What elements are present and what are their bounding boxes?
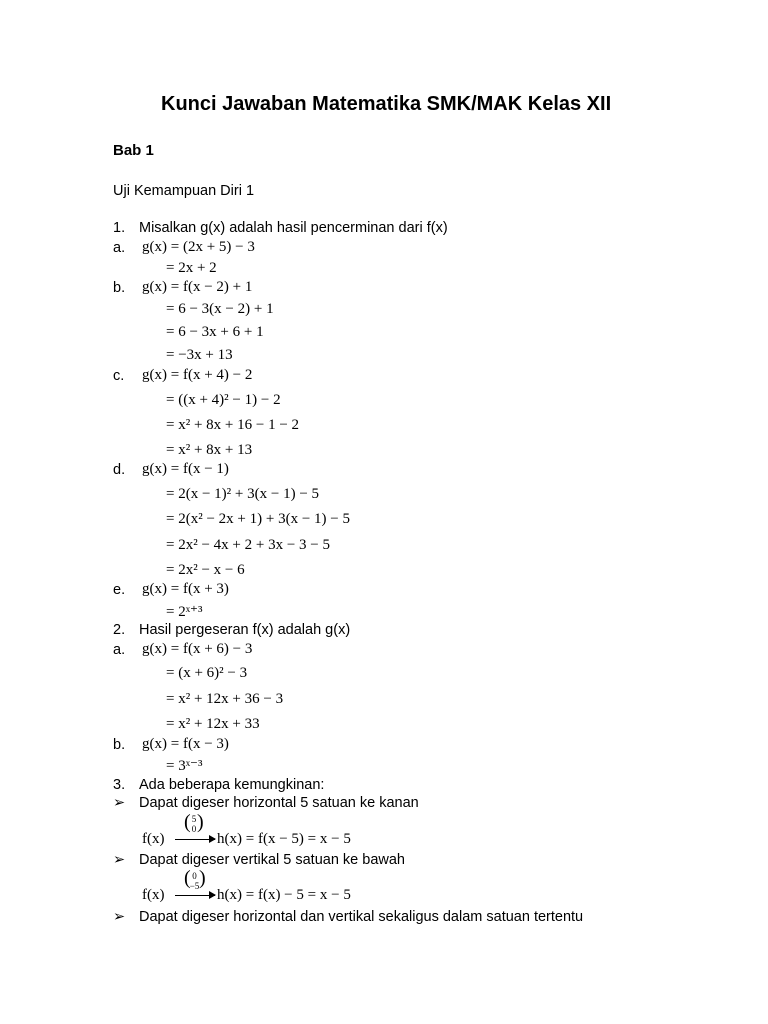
mapping2-right: h(x) = f(x) − 5 = x − 5 [217,887,351,903]
mapping1-paren-left: ( [184,811,191,833]
mapping2-vector-bottom: −5 [189,881,200,891]
q1a-label: a. [113,240,126,256]
bullet-arrow-icon: ➢ [113,795,126,811]
q3-bullet-1: Dapat digeser horizontal 5 satuan ke kanan [139,795,419,811]
mapping2-paren-left: ( [184,867,191,889]
q1d-line-2: = 2(x − 1)² + 3(x − 1) − 5 [166,486,320,502]
mapping1-paren-right: ) [197,811,204,833]
bullet-arrow-icon: ➢ [113,852,126,868]
q1b-line-4: = −3x + 13 [166,347,233,363]
mapping1-left: f(x) [142,831,165,847]
q1c-line-3: = x² + 8x + 16 − 1 − 2 [166,417,300,433]
mapping2-left: f(x) [142,887,165,903]
q1d-line-1: g(x) = f(x − 1) [142,461,229,477]
mapping2-arrow-icon [175,895,215,896]
q2a-line-3: = x² + 12x + 36 − 3 [166,691,284,707]
q2a-line-2: = (x + 6)² − 3 [166,665,248,681]
q1e-line-1: g(x) = f(x + 3) [142,581,229,597]
q3-text: Ada beberapa kemungkinan: [139,777,325,793]
q2-number: 2. [113,622,126,638]
page-title: Kunci Jawaban Matematika SMK/MAK Kelas XII [161,93,612,115]
q1b-line-2: = 6 − 3(x − 2) + 1 [166,301,274,317]
chapter-heading: Bab 1 [113,142,154,159]
q2b-label: b. [113,737,126,753]
q1-text: Misalkan g(x) adalah hasil pencerminan dari f(x) [139,220,448,236]
mapping1-vector-top: 5 [191,814,197,824]
q2a-line-1: g(x) = f(x + 6) − 3 [142,641,253,657]
q1-number: 1. [113,220,126,236]
q2b-line-1: g(x) = f(x − 3) [142,736,229,752]
mapping1-right: h(x) = f(x − 5) = x − 5 [217,831,351,847]
q1b-label: b. [113,280,126,296]
q3-bullet-3: Dapat digeser horizontal dan vertikal sekaligus dalam satuan tertentu [139,909,584,925]
q1c-line-1: g(x) = f(x + 4) − 2 [142,367,253,383]
bullet-arrow-icon: ➢ [113,909,126,925]
mapping2-paren-right: ) [199,867,206,889]
q1b-line-3: = 6 − 3x + 6 + 1 [166,324,264,340]
q2b-line-2: = 3ˣ⁻³ [166,758,203,774]
q1c-line-4: = x² + 8x + 13 [166,442,253,458]
q1e-line-2: = 2ˣ⁺³ [166,604,203,620]
q1d-line-3: = 2(x² − 2x + 1) + 3(x − 1) − 5 [166,511,350,527]
q1d-line-4: = 2x² − 4x + 2 + 3x − 3 − 5 [166,537,331,553]
section-heading: Uji Kemampuan Diri 1 [113,183,255,199]
q1d-label: d. [113,462,126,478]
q1a-line-2: = 2x + 2 [166,260,217,276]
q3-number: 3. [113,777,126,793]
q1b-line-1: g(x) = f(x − 2) + 1 [142,279,253,295]
mapping1-vector-bottom: 0 [191,824,197,834]
q2a-line-4: = x² + 12x + 33 [166,716,260,732]
mapping2-vector-top: 0 [192,871,197,881]
q3-bullet-2: Dapat digeser vertikal 5 satuan ke bawah [139,852,405,868]
q2a-label: a. [113,642,126,658]
q1a-line-1: g(x) = (2x + 5) − 3 [142,239,255,255]
q1d-line-5: = 2x² − x − 6 [166,562,245,578]
q1e-label: e. [113,582,126,598]
mapping1-arrow-icon [175,839,215,840]
q1c-label: c. [113,368,125,384]
q2-text: Hasil pergeseran f(x) adalah g(x) [139,622,351,638]
q1c-line-2: = ((x + 4)² − 1) − 2 [166,392,281,408]
